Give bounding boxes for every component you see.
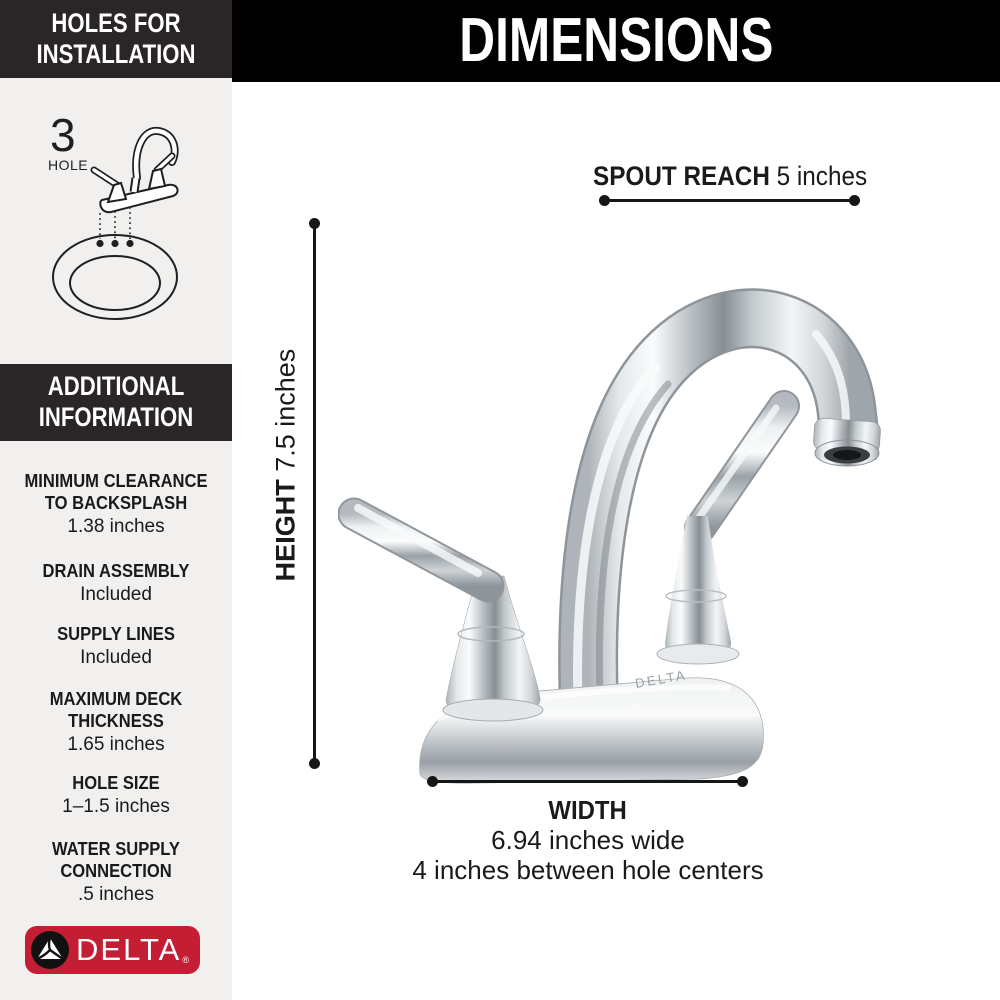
width-title: WIDTH xyxy=(548,795,628,825)
height-dimension-line xyxy=(313,222,316,765)
addl-header-line2: INFORMATION xyxy=(38,402,194,432)
spec-title: WATER SUPPLY CONNECTION xyxy=(52,839,180,881)
height-label xyxy=(271,349,302,582)
width-dimension-line xyxy=(431,780,744,783)
holes-for-installation-header xyxy=(0,0,232,78)
spout-reach-value: 5 inches xyxy=(776,161,868,191)
spout-reach-label xyxy=(593,161,898,192)
delta-wordmark: DELTA xyxy=(76,932,182,967)
spec-min-clearance xyxy=(0,470,232,538)
spout-reach-title: SPOUT REACH xyxy=(593,161,770,191)
width-value-2: 4 inches between hole centers xyxy=(412,855,764,885)
holes-header-line1: HOLES FOR xyxy=(51,8,181,38)
spec-supply-lines xyxy=(0,623,232,669)
registered-mark: ® xyxy=(182,955,189,965)
delta-logo xyxy=(25,926,200,974)
left-handle xyxy=(354,508,543,721)
spec-water-supply xyxy=(0,838,232,906)
spec-value: Included xyxy=(80,647,152,668)
dimensions-title: DIMENSIONS xyxy=(458,6,774,75)
faucet-etched-brand: DELTA xyxy=(633,667,689,691)
dimensions-banner xyxy=(232,0,1000,82)
spout-reach-dimension-line xyxy=(603,199,856,202)
sink-oval xyxy=(53,235,177,319)
mounting-hole-dots xyxy=(96,240,133,247)
hole-count-label: HOLE xyxy=(48,157,89,173)
spec-title: DRAIN ASSEMBLY xyxy=(42,561,190,581)
spec-title: MAXIMUM DECK THICKNESS xyxy=(49,689,183,731)
spec-title: SUPPLY LINES xyxy=(57,624,175,644)
height-value: 7.5 inches xyxy=(270,348,301,472)
spec-value: 1.65 inches xyxy=(67,734,165,755)
height-title: HEIGHT xyxy=(270,479,301,582)
width-value-1: 6.94 inches wide xyxy=(491,825,685,855)
delta-triangle-icon xyxy=(30,930,70,970)
spec-drain-assembly xyxy=(0,560,232,606)
spec-value: Included xyxy=(80,584,152,605)
faucet-line-drawing xyxy=(94,131,178,212)
spec-value: 1.38 inches xyxy=(67,516,165,537)
aerator xyxy=(813,418,881,466)
addl-header-line1: ADDITIONAL xyxy=(47,371,185,401)
width-label-block xyxy=(408,795,768,885)
sidebar xyxy=(0,0,232,1000)
holes-header-line2: INSTALLATION xyxy=(36,39,196,69)
hole-count: 3 xyxy=(50,109,76,161)
spec-title: HOLE SIZE xyxy=(72,773,160,793)
additional-information-header xyxy=(0,364,232,441)
spec-max-deck-thickness xyxy=(0,688,232,756)
spec-title: MINIMUM CLEARANCE TO BACKSPLASH xyxy=(24,471,208,513)
right-handle xyxy=(657,406,784,664)
spec-hole-size xyxy=(0,772,232,818)
faucet-product-image xyxy=(338,226,918,784)
spec-value: .5 inches xyxy=(77,884,155,905)
spec-value: 1–1.5 inches xyxy=(62,796,170,817)
